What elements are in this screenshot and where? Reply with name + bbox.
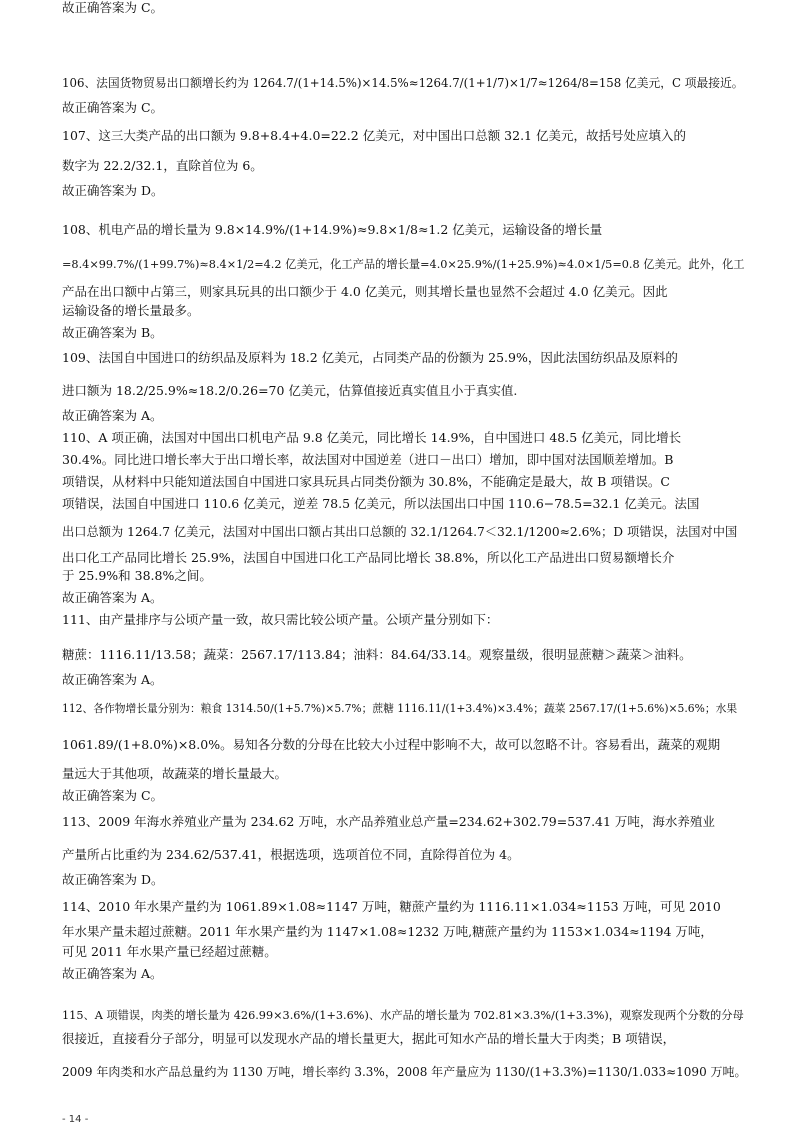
text-line: 故正确答案为 D。 xyxy=(62,183,164,198)
text-line: 故正确答案为 A。 xyxy=(62,590,163,605)
text-line: 产量所占比重约为 234.62/537.41，根据选项，选项首位不同，直除得首位为 4。 xyxy=(62,847,520,862)
text-line: 于 25.9%和 38.8%之间。 xyxy=(62,568,212,583)
text-line: 1061.89/(1+8.0%)×8.0%。易知各分数的分母在比较大小过程中影响不大，故可以忽略不计。容易看出，蔬菜的观期 xyxy=(62,737,721,752)
text-line: 故正确答案为 A。 xyxy=(62,966,163,981)
text-line: 111、由产量排序与公顷产量一致，故只需比较公顷产量。公顷产量分别如下： xyxy=(62,612,499,627)
text-line: 进口额为 18.2/25.9%≈18.2/0.26=70 亿美元，估算值接近真实值且小于真实值. xyxy=(62,383,518,398)
text-line: 项错误，法国自中国进口 110.6 亿美元，逆差 78.5 亿美元，所以法国出口中国 110.6−78.5=32.1 亿美元。法国 xyxy=(62,496,700,511)
text-line: 115、A 项错误，肉类的增长量为 426.99×3.6%/(1+3.6%)、水产品的增长量为 702.81×3.3%/(1+3.3%)，观察发现两个分数的分母 xyxy=(62,1009,744,1022)
text-line: 出口化工产品同比增长 25.9%，法国自中国进口化工产品同比增长 38.8%，所以化工产品进出口贸易额增长介 xyxy=(62,550,675,565)
text-line: 故正确答案为 C。 xyxy=(62,100,164,115)
text-line: 故正确答案为 B。 xyxy=(62,325,163,340)
text-line: =8.4×99.7%/(1+99.7%)≈8.4×1/2=4.2 亿美元，化工产品的增长量=4.0×25.9%/(1+25.9%)≈4.0×1/5=0.8 亿美元。此外，化工 xyxy=(62,258,745,271)
text-line: 故正确答案为 D。 xyxy=(62,872,164,887)
text-line: 项错误，从材料中只能知道法国自中国进口家具玩具占同类份额为 30.8%，不能确定是最大，故 B 项错误。C xyxy=(62,474,670,489)
text-line: 30.4%。同比进口增长率大于出口增长率，故法国对中国逆差（进口－出口）增加，即中国对法国顺差增加。B xyxy=(62,452,674,467)
text-line: 糖蔗：1116.11/13.58；蔬菜：2567.17/113.84；油料：84.64/33.14。观察量级，很明显蔗糖＞蔬菜＞油料。 xyxy=(62,647,692,662)
text-line: 113、2009 年海水养殖业产量为 234.62 万吨，水产品养殖业总产量=234.62+302.79=537.41 万吨，海水养殖业 xyxy=(62,814,715,829)
text-line: 107、这三大类产品的出口额为 9.8+8.4+4.0=22.2 亿美元，对中国出口总额 32.1 亿美元，故括号处应填入的 xyxy=(62,128,686,143)
page-number: - 14 - xyxy=(62,1114,89,1125)
text-line: 年水果产量未超过蔗糖。2011 年水果产量约为 1147×1.08≈1232 万吨,糖蔗产量约为 1153×1.034≈1194 万吨， xyxy=(62,924,713,939)
text-line: 故正确答案为 A。 xyxy=(62,408,163,423)
text-line: 数字为 22.2/32.1，直除首位为 6。 xyxy=(62,158,263,173)
text-line: 114、2010 年水果产量约为 1061.89×1.08≈1147 万吨，糖蔗产量约为 1116.11×1.034≈1153 万吨，可见 2010 xyxy=(62,899,721,914)
text-line: 故正确答案为 A。 xyxy=(62,672,163,687)
text-line: 量远大于其他项，故蔬菜的增长量最大。 xyxy=(62,766,288,781)
text-line: 很接近，直接看分子部分，明显可以发现水产品的增长量更大，据此可知水产品的增长量大于肉类；B 项错误， xyxy=(62,1031,676,1046)
text-line: 故正确答案为 C。 xyxy=(62,0,164,15)
text-line: 108、机电产品的增长量为 9.8×14.9%/(1+14.9%)≈9.8×1/8≈1.2 亿美元，运输设备的增长量 xyxy=(62,222,603,237)
text-line: 出口总额为 1264.7 亿美元，法国对中国出口额占其出口总额的 32.1/1264.7＜32.1/1200≈2.6%；D 项错误，法国对中国 xyxy=(62,525,738,539)
text-line: 运输设备的增长量最多。 xyxy=(62,303,200,318)
text-line: 产品在出口额中占第三，则家具玩具的出口额少于 4.0 亿美元，则其增长量也显然不会超过 4.0 亿美元。因此 xyxy=(62,284,668,299)
text-line: 110、A 项正确，法国对中国出口机电产品 9.8 亿美元，同比增长 14.9%，自中国进口 48.5 亿美元，同比增长 xyxy=(62,430,682,445)
text-line: 可见 2011 年水果产量已经超过蔗糖。 xyxy=(62,944,277,959)
text-line: 112、各作物增长量分别为：粮食 1314.50/(1+5.7%)×5.7%；蔗糖 1116.11/(1+3.4%)×3.4%；蔬菜 2567.17/(1+5.6%)×5.6%；水果 xyxy=(62,702,738,715)
text-line: 106、法国货物贸易出口额增长约为 1264.7/(1+14.5%)×14.5%≈1264.7/(1+1/7)×1/7≈1264/8=158 亿美元，C 项最接近。 xyxy=(62,76,744,90)
text-line: 109、法国自中国进口的纺织品及原料为 18.2 亿美元，占同类产品的份额为 25.9%，因此法国纺织品及原料的 xyxy=(62,350,678,365)
text-line: 故正确答案为 C。 xyxy=(62,788,164,803)
text-line: 2009 年肉类和水产品总量约为 1130 万吨，增长率约 3.3%，2008 年产量应为 1130/(1+3.3%)=1130/1.033≈1090 万吨。 xyxy=(62,1065,747,1079)
